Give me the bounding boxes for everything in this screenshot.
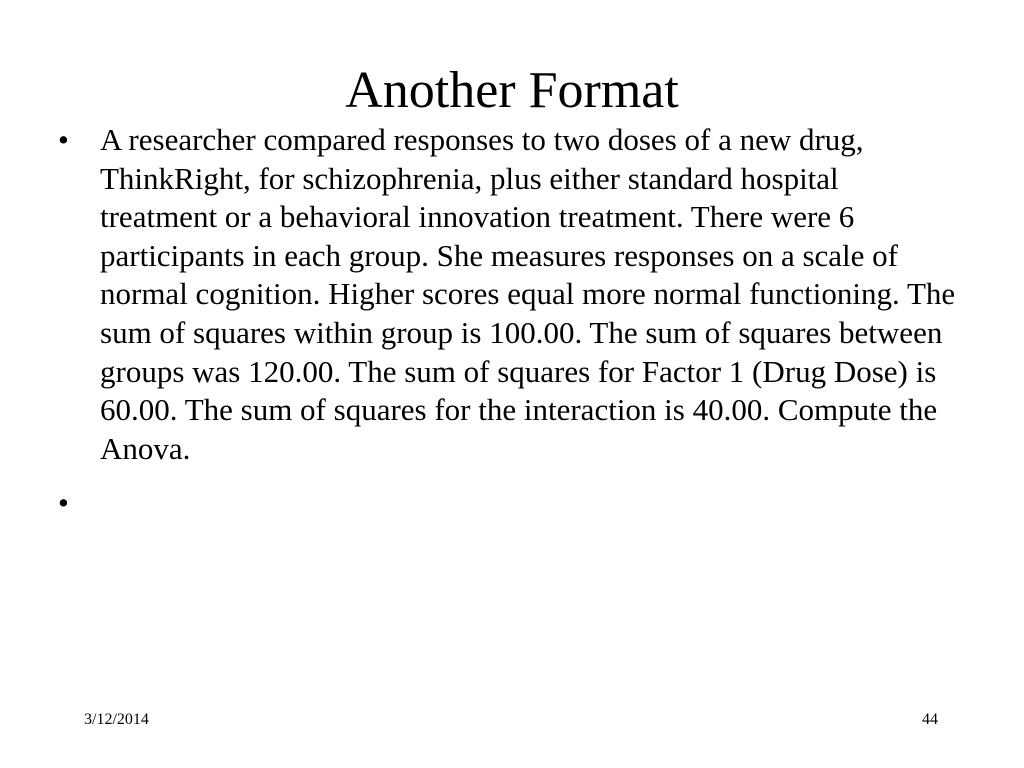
slide-number: 44 (922, 711, 938, 728)
slide-title: Another Format (345, 62, 679, 119)
bullet-text: A researcher compared responses to two doses of a new drug, ThinkRight, for schizophrenia, plus either standard hospital treatment or a behavioral innovation treatment. There were 6 participants in each group. She measures responses on a scale of normal cognition. Higher scores equal more normal functioning. The sum of squares within group is 100.00. The sum of squares between groups was 120.00. The sum of squares for Factor 1 (Drug Dose) is 60.00. The sum of squares for the interaction is 40.00. Compute the Anova. (100, 122, 956, 466)
bullet-item (58, 121, 958, 468)
bullet-icon: • (58, 485, 69, 521)
footer-date: 3/12/2014 (84, 711, 149, 728)
bullet-icon: • (58, 122, 69, 157)
bullet-item (58, 484, 958, 523)
bullet-list (58, 121, 958, 539)
